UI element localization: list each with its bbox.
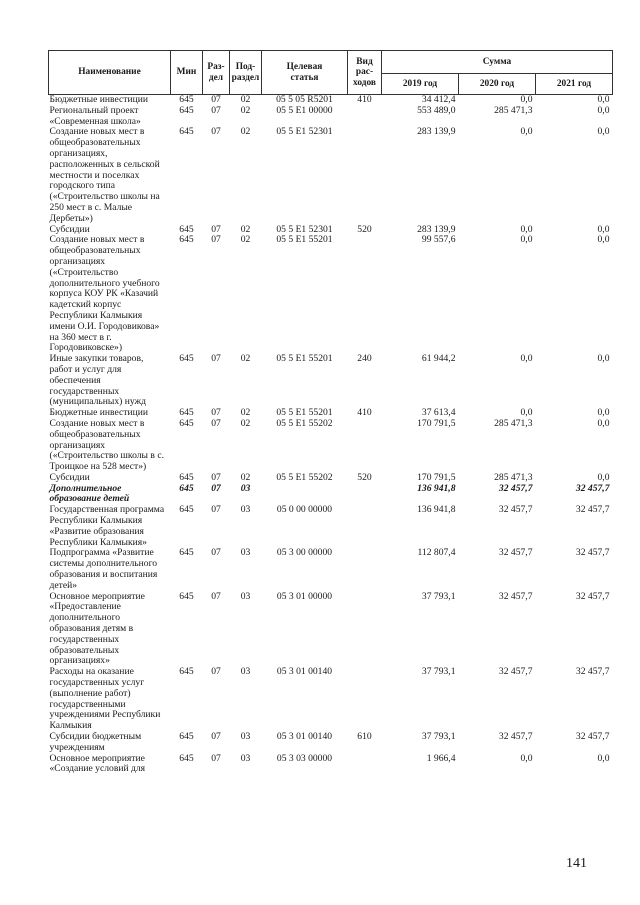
row-sum-2020: 32 457,7 — [498, 504, 533, 516]
table-row — [49, 754, 613, 776]
row-sum-2020: 0,0 — [520, 234, 533, 246]
row-name: Создание новых мест в общеобразовательных организациях («Строительство дополнительного учебного корпуса КОУ РК «Казачий кадетский корпус Республики Калмыкия имени О.И. Городовикова» на 360 мест в г. Городовиковске») — [49, 234, 160, 354]
row-podrazdel: 02 — [240, 104, 251, 116]
table-row — [49, 484, 613, 506]
row-podrazdel: 03 — [240, 547, 251, 559]
row-target-article: 05 5 E1 55201 — [276, 234, 333, 246]
row-expense-type — [348, 548, 382, 591]
row-sum-2021: 0,0 — [597, 471, 610, 483]
row-name: Бюджетные инвестиции — [49, 94, 148, 105]
table-row — [49, 106, 613, 128]
row-sum-2021: 32 457,7 — [575, 504, 610, 516]
row-expense-type — [348, 106, 382, 128]
row-sum-2020: 285 471,3 — [494, 104, 533, 116]
row-min: 645 — [179, 126, 194, 138]
row-sum-2020: 32 457,7 — [498, 547, 533, 559]
row-sum-2020: 32 457,7 — [498, 482, 533, 494]
row-sum-2020: 0,0 — [520, 752, 533, 764]
table-row — [49, 127, 613, 224]
row-sum-2019: 136 941,8 — [417, 504, 456, 516]
row-name: Государственная программа Республики Калмыкия «Развитие образования Республики Калмыкия» — [49, 504, 165, 548]
row-target-article: 05 3 00 00000 — [276, 547, 333, 559]
row-target-article: 05 5 E1 55202 — [276, 417, 333, 429]
row-expense-type — [348, 235, 382, 354]
row-name: Субсидии — [49, 471, 90, 483]
row-sum-2021: 0,0 — [597, 94, 610, 105]
row-min: 645 — [179, 504, 194, 516]
row-min: 645 — [179, 752, 194, 764]
header-celevaya: Целевая статья — [262, 51, 348, 95]
row-min: 645 — [179, 666, 194, 678]
row-expense-type — [348, 505, 382, 548]
row-name: Создание новых мест в общеобразовательных организациях, расположенных в сельской местности и поселках городского типа («Строительство школы на 250 мест в с. Малые Дербеты») — [49, 126, 160, 224]
row-sum-2021: 0,0 — [597, 752, 610, 764]
row-expense-type: 610 — [357, 731, 372, 743]
budget-table — [48, 50, 613, 775]
row-min: 645 — [179, 471, 194, 483]
row-razdel: 07 — [211, 731, 221, 743]
row-min: 645 — [179, 731, 194, 743]
header-2020: 2020 год — [459, 74, 536, 95]
row-sum-2019: 37 613,4 — [421, 407, 456, 419]
row-expense-type — [348, 592, 382, 668]
row-name: Региональный проект «Современная школа» — [49, 104, 141, 127]
table-row — [49, 592, 613, 668]
row-min: 645 — [179, 482, 194, 494]
row-sum-2019: 37 793,1 — [421, 666, 456, 678]
row-razdel: 07 — [211, 126, 221, 138]
row-sum-2019: 37 793,1 — [421, 590, 456, 602]
row-name: Расходы на оказание государственных услуг (выполнение работ) государственными учреждениями Республики Калмыкия — [49, 666, 161, 732]
row-target-article: 05 5 E1 55201 — [276, 407, 333, 419]
row-sum-2020: 285 471,3 — [494, 417, 533, 429]
row-name: Иные закупки товаров, работ и услуг для обеспечения государственных (муниципальных) нужд — [49, 353, 147, 408]
row-sum-2019: 99 557,6 — [421, 234, 456, 246]
row-sum-2021: 0,0 — [597, 417, 610, 429]
header-podrazdel: Под- раздел — [230, 51, 262, 95]
row-podrazdel: 02 — [240, 353, 251, 365]
row-sum-2020: 32 457,7 — [498, 590, 533, 602]
row-target-article: 05 3 01 00000 — [276, 590, 333, 602]
row-podrazdel: 03 — [240, 731, 251, 743]
row-razdel: 07 — [211, 223, 221, 235]
row-sum-2019: 283 139,9 — [417, 126, 456, 138]
header-2021: 2021 год — [536, 74, 613, 95]
row-expense-type: 240 — [357, 353, 372, 365]
row-sum-2021: 32 457,7 — [575, 547, 610, 559]
header-min: Мин — [171, 51, 203, 95]
row-target-article: 05 3 03 00000 — [276, 752, 333, 764]
row-sum-2019: 61 944,2 — [421, 353, 456, 365]
row-expense-type — [348, 419, 382, 473]
row-sum-2020: 285 471,3 — [494, 471, 533, 483]
row-min: 645 — [179, 94, 194, 105]
row-expense-type — [348, 667, 382, 732]
row-razdel: 07 — [211, 547, 221, 559]
row-min: 645 — [179, 407, 194, 419]
row-sum-2020: 32 457,7 — [498, 731, 533, 743]
row-sum-2020: 0,0 — [520, 407, 533, 419]
row-sum-2019: 112 807,4 — [417, 547, 456, 559]
row-razdel: 07 — [211, 104, 221, 116]
header-vid: Вид рас- ходов — [348, 51, 382, 95]
row-target-article: 05 3 01 00140 — [276, 731, 333, 743]
row-sum-2021: 32 457,7 — [575, 590, 610, 602]
row-sum-2021: 32 457,7 — [575, 482, 610, 494]
row-min: 645 — [179, 223, 194, 235]
row-podrazdel: 02 — [240, 223, 251, 235]
table-row — [49, 419, 613, 473]
row-razdel: 07 — [211, 407, 221, 419]
row-razdel: 07 — [211, 353, 221, 365]
table-body — [49, 95, 613, 776]
table-row — [49, 732, 613, 754]
row-name: Бюджетные инвестиции — [49, 407, 148, 419]
row-sum-2021: 0,0 — [597, 126, 610, 138]
row-name: Основное мероприятие «Создание условий для — [49, 752, 146, 775]
row-sum-2021: 0,0 — [597, 407, 610, 419]
row-razdel: 07 — [211, 94, 221, 105]
row-sum-2019: 553 489,0 — [417, 104, 456, 116]
header-razdel: Раз- дел — [203, 51, 230, 95]
row-podrazdel: 03 — [240, 666, 251, 678]
row-razdel: 07 — [211, 666, 221, 678]
row-name: Основное мероприятие «Предоставление дополнительного образования детям в государственных образовательных организациях» — [49, 590, 145, 667]
row-sum-2020: 0,0 — [520, 94, 533, 105]
row-sum-2019: 1 966,4 — [426, 752, 456, 764]
header-summa: Сумма — [382, 51, 613, 74]
row-razdel: 07 — [211, 417, 221, 429]
header-name: Наименование — [49, 51, 171, 95]
row-sum-2019: 170 791,5 — [417, 471, 456, 483]
row-name: Дополнительное образование детей — [49, 482, 130, 505]
row-target-article: 05 5 05 R5201 — [276, 94, 333, 105]
row-min: 645 — [179, 353, 194, 365]
table-row — [49, 667, 613, 732]
row-sum-2019: 283 139,9 — [417, 223, 456, 235]
row-target-article: 05 5 E1 52301 — [276, 223, 333, 235]
row-expense-type: 410 — [357, 407, 372, 419]
row-target-article: 05 5 E1 52301 — [276, 126, 333, 138]
row-sum-2020: 0,0 — [520, 223, 533, 235]
row-expense-type — [348, 754, 382, 776]
row-target-article: 05 5 E1 00000 — [276, 104, 333, 116]
row-sum-2019: 34 412,4 — [421, 94, 456, 105]
row-target-article — [262, 484, 348, 506]
row-podrazdel: 02 — [240, 126, 251, 138]
table-header — [49, 51, 613, 95]
row-sum-2019: 37 793,1 — [421, 731, 456, 743]
page-number: 141 — [566, 856, 587, 871]
row-expense-type — [348, 484, 382, 506]
header-2019: 2019 год — [382, 74, 459, 95]
row-podrazdel: 03 — [240, 504, 251, 516]
row-min: 645 — [179, 590, 194, 602]
row-podrazdel: 03 — [240, 752, 251, 764]
row-min: 645 — [179, 234, 194, 246]
table-row — [49, 354, 613, 408]
row-podrazdel: 02 — [240, 407, 251, 419]
row-sum-2021: 32 457,7 — [575, 666, 610, 678]
row-razdel: 07 — [211, 471, 221, 483]
row-sum-2021: 0,0 — [597, 104, 610, 116]
table-row — [49, 548, 613, 591]
row-min: 645 — [179, 104, 194, 116]
row-podrazdel: 03 — [240, 590, 251, 602]
row-podrazdel: 02 — [240, 94, 251, 105]
row-name: Подпрограмма «Развитие системы дополнительного образования и воспитания детей» — [49, 547, 158, 591]
row-razdel: 07 — [211, 234, 221, 246]
row-expense-type — [348, 127, 382, 224]
row-razdel: 07 — [211, 590, 221, 602]
row-expense-type: 520 — [357, 223, 372, 235]
row-min: 645 — [179, 547, 194, 559]
row-name: Субсидии бюджетным учреждениям — [49, 731, 142, 753]
row-sum-2020: 32 457,7 — [498, 666, 533, 678]
row-target-article: 05 5 E1 55202 — [276, 471, 333, 483]
row-podrazdel: 02 — [240, 417, 251, 429]
row-name: Субсидии — [49, 223, 90, 235]
row-name: Создание новых мест в общеобразовательных организациях («Строительство школы в с. Троицкое на 528 мест») — [49, 417, 164, 473]
row-sum-2021: 32 457,7 — [575, 731, 610, 743]
row-razdel: 07 — [211, 504, 221, 516]
row-sum-2019: 136 941,8 — [417, 482, 456, 494]
row-expense-type: 520 — [357, 471, 372, 483]
row-target-article: 05 0 00 00000 — [276, 504, 333, 516]
row-min: 645 — [179, 417, 194, 429]
row-sum-2019: 170 791,5 — [417, 417, 456, 429]
row-sum-2021: 0,0 — [597, 223, 610, 235]
row-sum-2020: 0,0 — [520, 353, 533, 365]
row-sum-2020: 0,0 — [520, 126, 533, 138]
table-row — [49, 235, 613, 354]
row-expense-type: 410 — [357, 94, 372, 105]
table-row — [49, 505, 613, 548]
row-podrazdel: 02 — [240, 234, 251, 246]
row-target-article: 05 3 01 00140 — [276, 666, 333, 678]
row-target-article: 05 5 E1 55201 — [276, 353, 333, 365]
row-podrazdel: 03 — [240, 482, 251, 494]
row-podrazdel: 02 — [240, 471, 251, 483]
row-sum-2021: 0,0 — [597, 234, 610, 246]
row-razdel: 07 — [211, 752, 221, 764]
row-sum-2021: 0,0 — [597, 353, 610, 365]
row-razdel: 07 — [211, 482, 221, 494]
